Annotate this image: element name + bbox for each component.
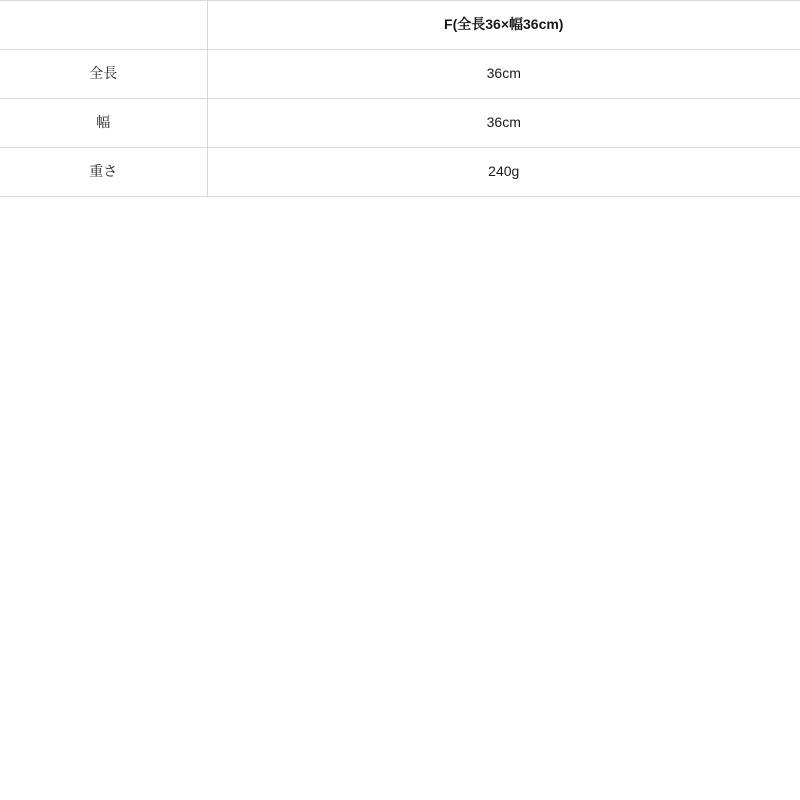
table-header-size-cell: F(全長36×幅36cm) (207, 1, 800, 50)
row-value-width: 36cm (207, 99, 800, 148)
row-label-width: 幅 (0, 99, 207, 148)
table-header-row (0, 1, 800, 50)
table-row (0, 148, 800, 197)
table-row (0, 50, 800, 99)
product-spec-table (0, 0, 800, 197)
table-header-corner-cell (0, 1, 207, 50)
table-row (0, 99, 800, 148)
row-value-weight: 240g (207, 148, 800, 197)
row-label-length: 全長 (0, 50, 207, 99)
row-value-length: 36cm (207, 50, 800, 99)
row-label-weight: 重さ (0, 148, 207, 197)
